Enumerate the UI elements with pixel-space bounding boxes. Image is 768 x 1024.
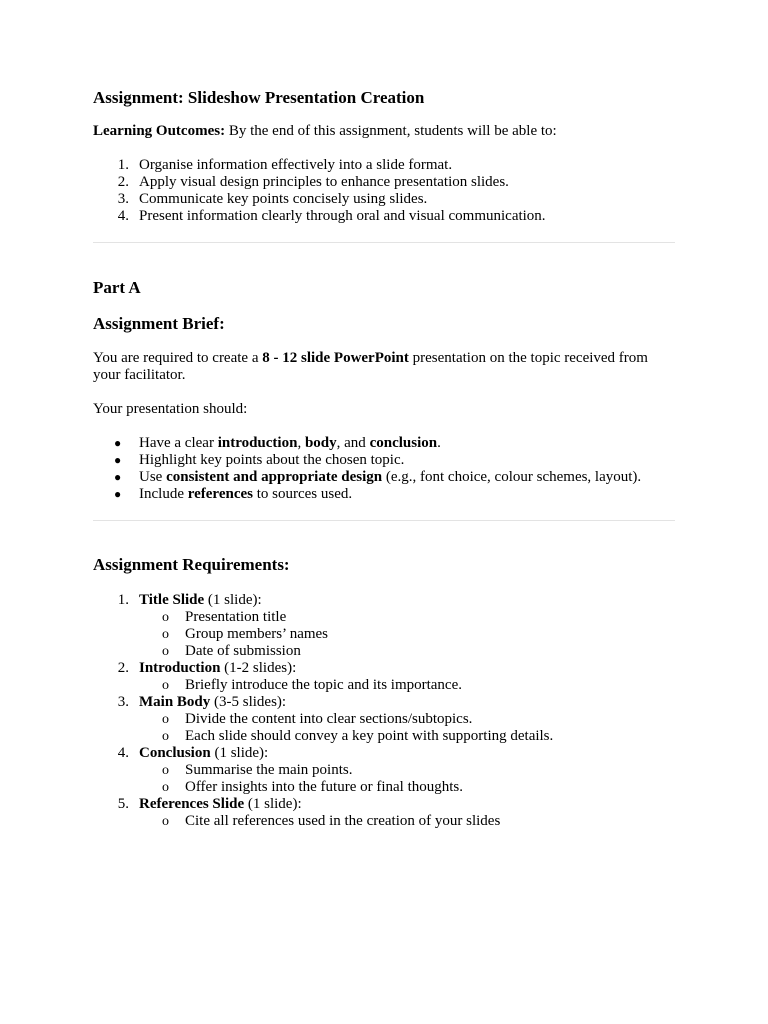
list-item: 5. References Slide (1 slide): o Cite all references used in the creation of your slides <box>93 796 675 830</box>
learning-outcomes-text: By the end of this assignment, students will be able to: <box>225 123 557 139</box>
list-item: ● Highlight key points about the chosen topic. <box>114 452 405 468</box>
list-item: 2. Apply visual design principles to enhance presentation slides. <box>117 174 509 190</box>
section-divider <box>93 520 675 521</box>
assignment-title: Assignment: Slideshow Presentation Creation <box>93 88 425 107</box>
brief-paragraph: You are required to create a 8 - 12 slide PowerPoint presentation on the topic received from your facilitator. <box>93 350 648 383</box>
brief-bullet-list <box>93 435 675 503</box>
sub-list-item: o Presentation title <box>162 609 287 625</box>
list-item: ● Have a clear introduction, body, and conclusion. <box>114 435 441 451</box>
sub-list-item: o Summarise the main points. <box>162 762 353 778</box>
brief-lead-in: Your presentation should: <box>93 401 248 417</box>
requirements-list <box>93 592 675 830</box>
list-item: 2. Introduction (1-2 slides): o Briefly introduce the topic and its importance. <box>93 660 675 694</box>
list-item: 1. Title Slide (1 slide): o Presentation title o Group members’ names o Date of submission <box>93 592 675 660</box>
list-item: 3. Main Body (3-5 slides): o Divide the content into clear sections/subtopics. o Each slide should convey a key point with supporting details. <box>93 694 675 745</box>
sub-list-item: o Date of submission <box>162 643 301 659</box>
list-item: ● Use consistent and appropriate design (e.g., font choice, colour schemes, layout). <box>114 469 642 485</box>
assignment-brief-heading: Assignment Brief: <box>93 314 225 333</box>
part-a-heading: Part A <box>93 278 141 297</box>
sub-list-item: o Each slide should convey a key point with supporting details. <box>162 728 554 744</box>
learning-outcomes-intro <box>93 123 675 140</box>
list-item: 3. Communicate key points concisely using slides. <box>117 191 428 207</box>
requirements-heading: Assignment Requirements: <box>93 555 290 574</box>
learning-outcomes-list <box>93 157 675 225</box>
sub-list-item: o Briefly introduce the topic and its importance. <box>162 677 463 693</box>
sub-list-item: o Group members’ names <box>162 626 329 642</box>
list-item: 1. Organise information effectively into a slide format. <box>117 157 453 173</box>
list-item: 4. Present information clearly through oral and visual communication. <box>117 208 546 224</box>
sub-list-item: o Divide the content into clear sections/subtopics. <box>162 711 473 727</box>
document-body <box>93 88 675 830</box>
sub-list-item: o Cite all references used in the creation of your slides <box>162 813 501 829</box>
list-item: 4. Conclusion (1 slide): o Summarise the main points. o Offer insights into the future or final thoughts. <box>93 745 675 796</box>
sub-list-item: o Offer insights into the future or final thoughts. <box>162 779 464 795</box>
section-divider <box>93 242 675 243</box>
list-item: ● Include references to sources used. <box>114 486 353 502</box>
learning-outcomes-label: Learning Outcomes: <box>93 123 226 139</box>
